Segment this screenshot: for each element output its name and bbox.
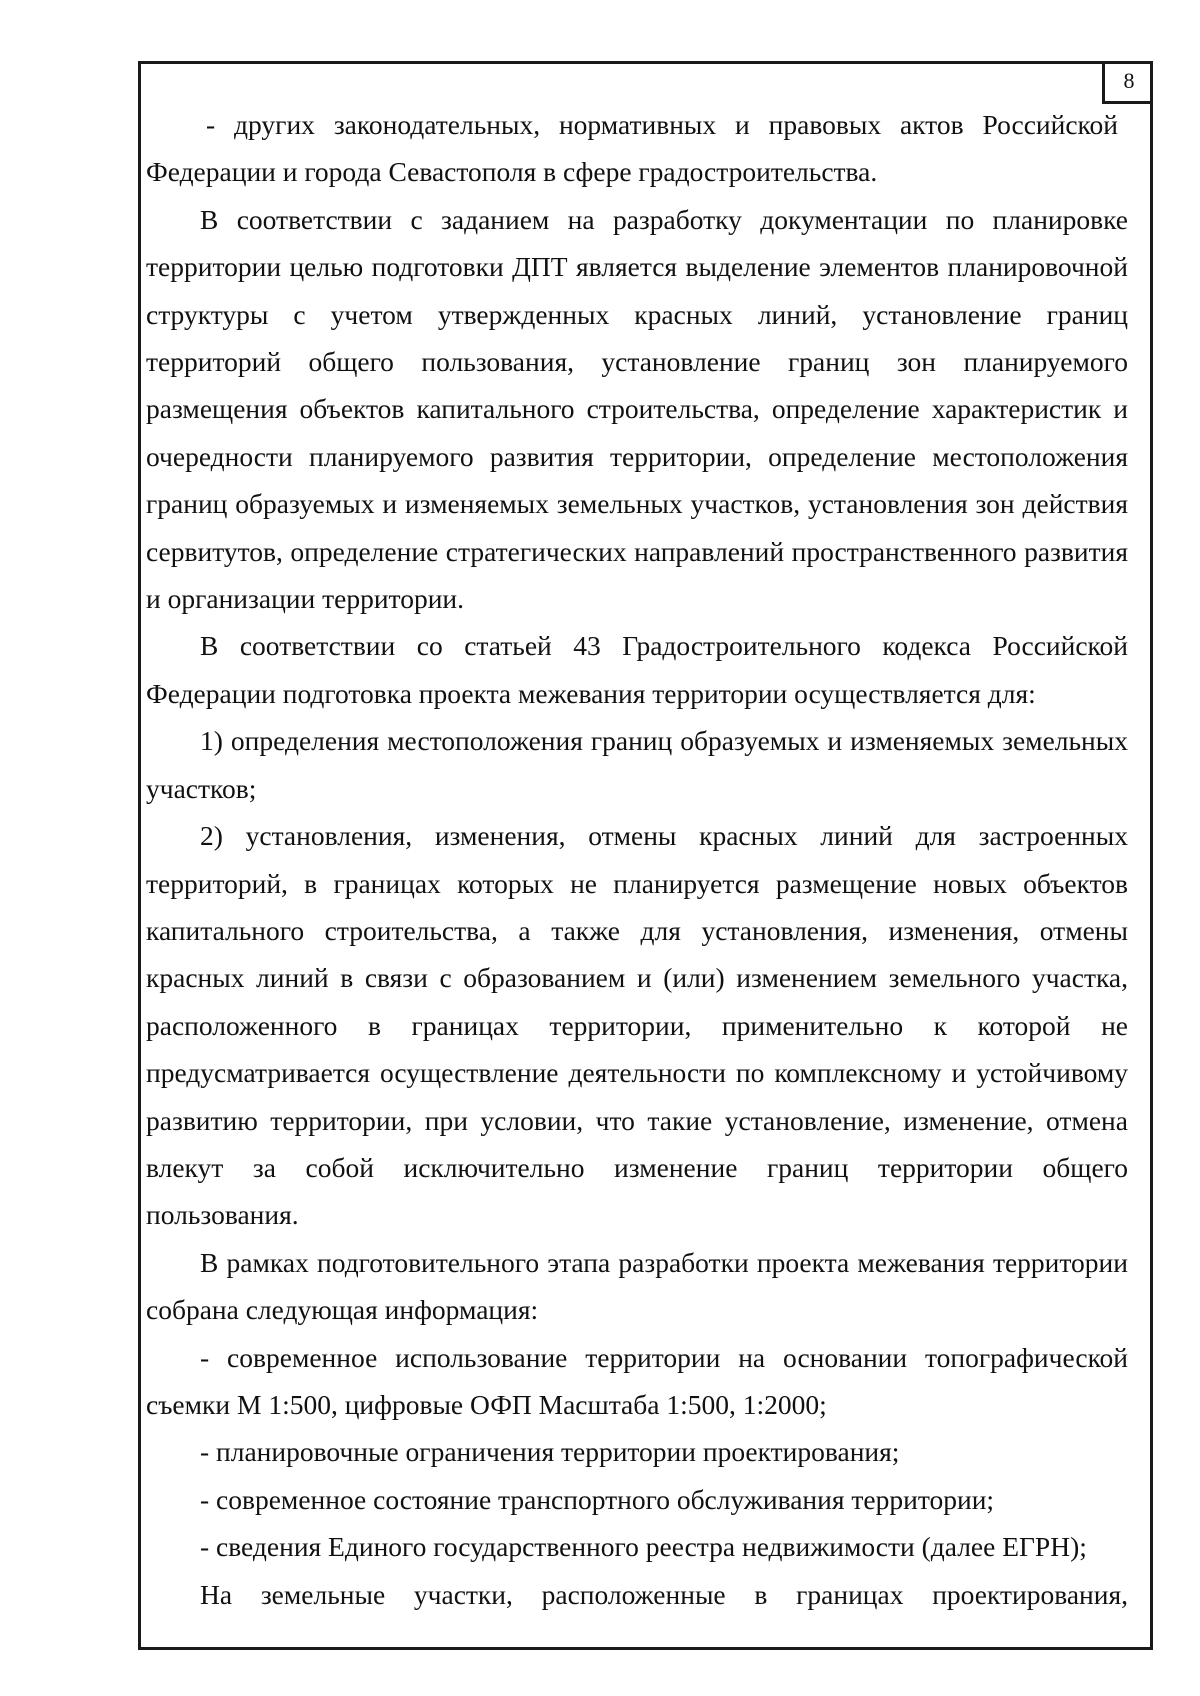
paragraph-1: - других законодательных, нормативных и правовых актов Российской Федерации и города Севастополя в сфере градостроительства. (146, 109, 1118, 188)
paragraph-5: 2) установления, изменения, отмены красных линий для застроенных территорий, в границах которых не планируется размещение новых объектов капитального строительства, а также для установления, изменения, отмены красных линий в связи с образованием и (или) изменением земельного участка, расположенного в границах территории, применительно к которой не предусматривается осуществление деятельности по комплексному и устойчивому развитию территории, при условии, что такие установление, изменение, отмена влекут за собой исключительно изменение границ территории общего пользования. (146, 820, 1128, 1231)
paragraph-3: В соответствии со статьей 43 Градостроительного кодекса Российской Федерации подготовка проекта межевания территории осуществляется для: (146, 630, 1128, 709)
paragraph-2: В соответствии с заданием на разработку документации по планировке территории целью подготовки ДПТ является выделение элементов планировочной структуры с учетом утвержденных красных линий, установление границ территорий общего пользования, установление границ зон планируемого размещения объектов капитального строительства, определение характеристик и очередности планируемого развития территории, определение местоположения границ образуемых и изменяемых земельных участков, установления зон действия сервитутов, определение стратегических направлений пространственного развития и организации территории. (146, 203, 1128, 615)
paragraph-4: 1) определения местоположения границ образуемых и изменяемых земельных участков; (146, 725, 1128, 804)
paragraph-9: - современное состояние транспортного обслуживания территории; (200, 1483, 995, 1515)
paragraph-11: На земельные участки, расположенные в границах проектирования, (200, 1578, 1128, 1610)
paragraph-6: В рамках подготовительного этапа разработки проекта межевания территории собрана следующая информация: (146, 1246, 1128, 1326)
paragraph-8: - планировочные ограничения территории проектирования; (200, 1436, 900, 1468)
page-number-text: 8 (1123, 68, 1135, 93)
document-body (146, 101, 1128, 1618)
paragraph-7: - современное использование территории на основании топографической съемки М 1:500, цифровые ОФП Масштаба 1:500, 1:2000; (146, 1341, 1128, 1420)
paragraph-10: - сведения Единого государственного реестра недвижимости (далее ЕГРН); (200, 1531, 1087, 1563)
page-number (1102, 61, 1153, 104)
